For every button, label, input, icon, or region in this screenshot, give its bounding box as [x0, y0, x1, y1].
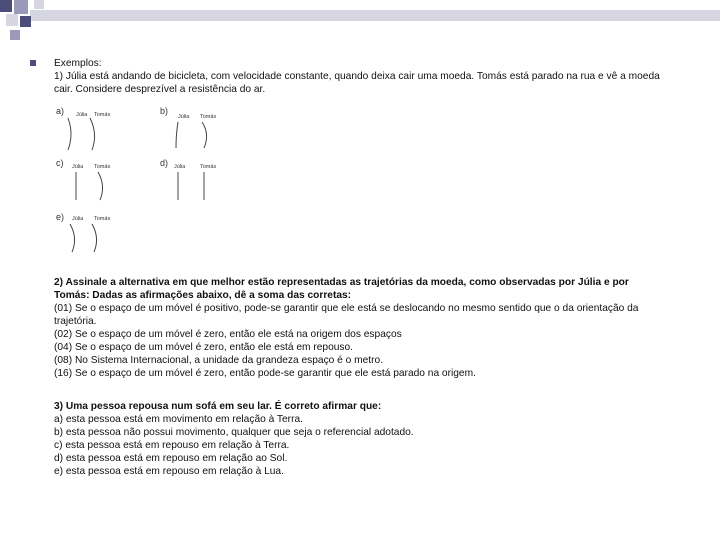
- question-2-item: (08) No Sistema Internacional, a unidade da grandeza espaço é o metro.: [54, 355, 384, 366]
- figure-a-trajectory-right: [90, 118, 95, 150]
- header-square-mid-2: [10, 30, 20, 40]
- question-3-title: 3) Uma pessoa repousa num sofá em seu lar. É correto afirmar que:: [54, 401, 382, 412]
- figure-c-trajectory-right: [98, 172, 103, 200]
- figure-e-trajectory-right: [92, 224, 97, 252]
- question-2-block: [54, 276, 664, 380]
- figure-a-right-name: Tomás: [94, 112, 111, 118]
- figure-b-letter: b): [160, 106, 169, 116]
- question-2-item: (02) Se o espaço de um móvel é zero, então ele está na origem dos espaços: [54, 329, 402, 340]
- question-2-item: (04) Se o espaço de um móvel é zero, então ele está em repouso.: [54, 342, 354, 353]
- question-2-title: 2) Assinale a alternativa em que melhor estão representadas as trajetórias da moeda, como observadas por Júlia e por Tomás: Dadas as afirmações abaixo, dê a soma das corretas:: [54, 277, 629, 301]
- question-3-block: [54, 400, 664, 478]
- question-3-option: b) esta pessoa não possui movimento, qualquer que seja o referencial adotado.: [54, 427, 414, 438]
- question-3-option: a) esta pessoa está em movimento em relação à Terra.: [54, 414, 303, 425]
- figure-b-trajectory-right: [202, 122, 207, 148]
- figure-e-left-name: Júlia: [72, 216, 84, 222]
- header-bar: [30, 10, 720, 21]
- header-decoration: [0, 0, 720, 44]
- figure-c-right-name: Tomás: [94, 164, 111, 170]
- examples-title: Exemplos:: [54, 58, 102, 69]
- figure-d-right-name: Tomás: [200, 164, 217, 170]
- question-2-item: (16) Se o espaço de um móvel é zero, então pode-se garantir que ele está parado na origem.: [54, 368, 476, 379]
- header-square-light: [6, 14, 18, 26]
- trajectory-figures: [54, 104, 254, 264]
- question-1-text: 1) Júlia está andando de bicicleta, com velocidade constante, quando deixa cair uma moeda. Tomás está parado na rua e vê a moeda cair. Considere desprezível a resistência do ar.: [54, 71, 660, 95]
- figure-b-left-name: Júlia: [178, 114, 190, 120]
- figure-d-left-name: Júlia: [174, 164, 186, 170]
- figure-a-left-name: Júlia: [76, 112, 88, 118]
- header-square-mid: [14, 0, 28, 14]
- question-3-option: c) esta pessoa está em repouso em relação à Terra.: [54, 440, 290, 451]
- figure-e-right-name: Tomás: [94, 216, 111, 222]
- figure-e-trajectory-left: [70, 224, 75, 252]
- question-1-block: [54, 57, 664, 96]
- figure-c-left-name: Júlia: [72, 164, 84, 170]
- figure-b-right-name: Tomás: [200, 114, 217, 120]
- figure-a-letter: a): [56, 106, 65, 116]
- header-square-dark-2: [20, 16, 31, 27]
- figure-e-letter: e): [56, 212, 65, 222]
- figure-b-trajectory-left: [176, 122, 178, 148]
- figure-a-trajectory-left: [68, 118, 71, 150]
- figure-c-letter: c): [56, 158, 64, 168]
- figure-d-letter: d): [160, 158, 169, 168]
- question-3-option: e) esta pessoa está em repouso em relação à Lua.: [54, 466, 284, 477]
- question-3-option: d) esta pessoa está em repouso em relação ao Sol.: [54, 453, 288, 464]
- header-square-light-2: [34, 0, 44, 9]
- header-square-dark: [0, 0, 12, 12]
- slide-bullet: [30, 60, 36, 66]
- question-2-item: (01) Se o espaço de um móvel é positivo, pode-se garantir que ele está se deslocando no mesmo sentido que o da orientação da trajetória.: [54, 303, 639, 327]
